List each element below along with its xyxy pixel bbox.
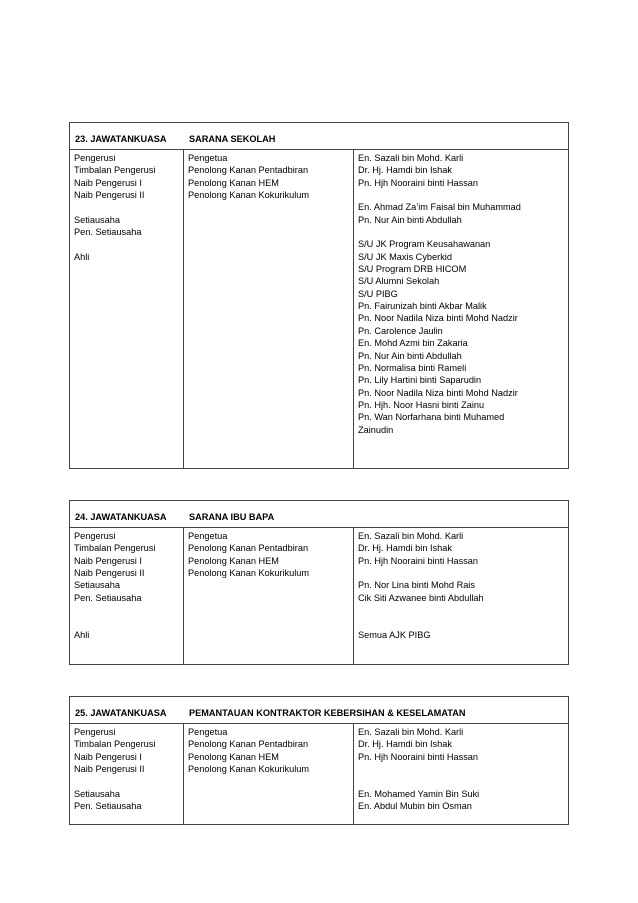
position-line: Penolong Kanan HEM [188,555,279,566]
committee-name: PEMANTAUAN KONTRAKTOR KEBERSIHAN & KESELAMATAN [189,708,466,718]
role-line [74,616,183,628]
position-line: Penolong Kanan Kokurikulum [188,190,310,201]
position-line: Penolong Kanan Kokurikulum [188,568,310,579]
name-line: En. Mohd Azmi bin Zakaria [358,338,468,349]
name-line: Pn. Normalisa binti Rameli [358,362,467,373]
name-line: Pn. Wan Norfarhana binti Muhamed [358,412,505,423]
name-line: Pn. Hjh Nooraini binti Hassan [358,751,479,762]
name-line: Cik Siti Azwanee binti Abdullah [358,592,484,603]
committee-number: 24. JAWATANKUASA [75,512,167,522]
name-line [358,616,568,628]
committee-header [70,501,568,528]
committee-name: SARANA SEKOLAH [189,134,276,144]
position-line: Penolong Kanan Pentadbiran [188,165,309,176]
name-line: S/U PIBG [358,288,398,299]
roles-column [70,724,184,824]
names-column [354,528,568,664]
name-line: En. Sazali bin Mohd. Karli [358,727,464,737]
role-line: Naib Pengerusi I [74,555,142,566]
name-line [358,763,568,775]
position-line: Penolong Kanan HEM [188,177,279,188]
role-line: Naib Pengerusi II [74,764,145,775]
name-line [358,226,568,238]
role-line: Setiausaha [74,788,120,799]
committee-table-24 [69,500,569,665]
name-line: En. Mohamed Yamin Bin Suki [358,788,480,799]
name-line [358,567,568,579]
names-column [354,724,568,824]
position-line: Pengetua [188,531,228,541]
name-line: En. Sazali bin Mohd. Karli [358,531,464,541]
name-line: Pn. Hjh. Noor Hasni binti Zainu [358,399,485,410]
committee-table-25 [69,696,569,825]
committee-body [70,528,568,664]
name-line: S/U JK Maxis Cyberkid [358,251,452,262]
committee-header [70,697,568,724]
name-line: Pn. Hjh Nooraini binti Hassan [358,555,479,566]
name-line [358,604,568,616]
role-line: Naib Pengerusi I [74,751,142,762]
committee-name: SARANA IBU BAPA [189,512,275,522]
committee-body [70,724,568,824]
positions-column [184,724,354,824]
name-line: Pn. Lily Hartini binti Saparudin [358,375,482,386]
name-line: En. Sazali bin Mohd. Karli [358,153,464,163]
name-line: Pn. Nor Lina binti Mohd Rais [358,580,475,591]
name-line: S/U Program DRB HICOM [358,264,467,275]
committee-number: 23. JAWATANKUASA [75,134,167,144]
committee-table-23 [69,122,569,469]
position-line: Penolong Kanan Kokurikulum [188,764,310,775]
role-line: Pen. Setiausaha [74,592,142,603]
position-line: Penolong Kanan Pentadbiran [188,543,309,554]
name-line: En. Ahmad Za’im Faisal bin Muhammad [358,202,521,213]
role-line: Timbalan Pengerusi [74,543,156,554]
name-line [358,189,568,201]
name-line: Pn. Nur Ain binti Abdullah [358,350,462,361]
name-line: En. Abdul Mubin bin Osman [358,801,472,812]
role-line: Pengerusi [74,727,116,737]
position-line: Penolong Kanan Pentadbiran [188,739,309,750]
committee-number: 25. JAWATANKUASA [75,708,167,718]
name-line: Zainudin [358,424,394,435]
roles-column [70,528,184,664]
name-line: Pn. Nur Ain binti Abdullah [358,214,462,225]
name-line: Pn. Noor Nadila Niza binti Mohd Nadzir [358,313,518,324]
name-line: Dr. Hj. Hamdi bin Ishak [358,739,452,750]
role-line [74,238,183,250]
names-column [354,150,568,468]
role-line: Naib Pengerusi I [74,177,142,188]
role-line: Pen. Setiausaha [74,227,142,238]
name-line: Pn. Carolence Jaulin [358,325,443,336]
role-line: Ahli [74,251,90,262]
name-line: Dr. Hj. Hamdi bin Ishak [358,543,452,554]
role-line: Naib Pengerusi II [74,190,145,201]
positions-column [184,150,354,468]
role-line: Pen. Setiausaha [74,801,142,812]
name-line: Pn. Hjh Nooraini binti Hassan [358,177,479,188]
name-line: S/U Alumni Sekolah [358,276,440,287]
name-line: S/U JK Program Keusahawanan [358,239,491,250]
positions-column [184,528,354,664]
name-line: Pn. Fairunizah binti Akbar Malik [358,301,487,312]
role-line [74,604,183,616]
role-line: Setiausaha [74,214,120,225]
name-line [358,775,568,787]
committee-body [70,150,568,468]
role-line: Ahli [74,629,90,640]
role-line: Naib Pengerusi II [74,568,145,579]
role-line [74,201,183,213]
role-line: Timbalan Pengerusi [74,165,156,176]
name-line: Dr. Hj. Hamdi bin Ishak [358,165,452,176]
roles-column [70,150,184,468]
role-line: Pengerusi [74,531,116,541]
name-line: Semua AJK PIBG [358,629,431,640]
name-line: Pn. Noor Nadila Niza binti Mohd Nadzir [358,387,518,398]
position-line: Pengetua [188,153,228,163]
role-line: Setiausaha [74,580,120,591]
position-line: Pengetua [188,727,228,737]
position-line: Penolong Kanan HEM [188,751,279,762]
role-line [74,775,183,787]
role-line: Pengerusi [74,153,116,163]
committee-header [70,123,568,150]
role-line: Timbalan Pengerusi [74,739,156,750]
